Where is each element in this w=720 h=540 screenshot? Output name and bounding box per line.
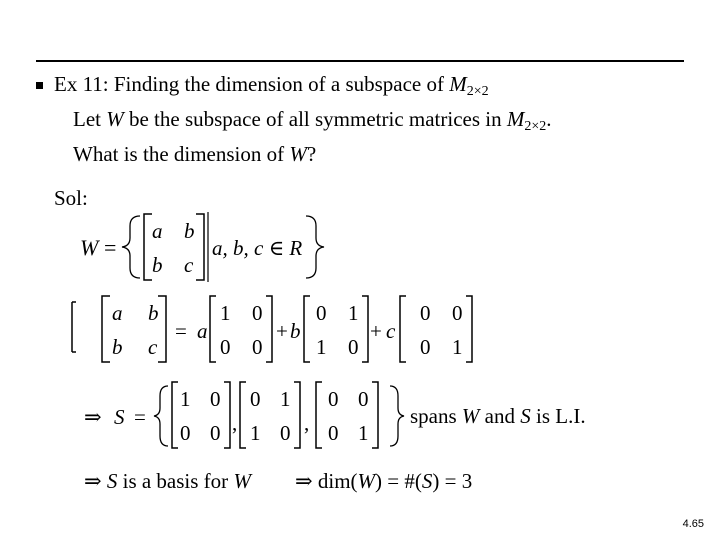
right-brace: [306, 216, 324, 278]
implies-icon: ⇒: [84, 405, 102, 429]
svg-text:0: 0: [328, 387, 339, 411]
svg-text:b: b: [152, 253, 163, 277]
coef-c: c: [386, 319, 396, 343]
svg-text:1: 1: [316, 335, 327, 359]
svg-text:b: b: [112, 335, 123, 359]
svg-text:1: 1: [358, 421, 369, 445]
problem-line-1: Let W be the subspace of all symmetric matrices in M2×2.: [73, 107, 552, 134]
svg-text:0: 0: [420, 301, 431, 325]
svg-text:0: 0: [252, 301, 263, 325]
slide-number: 4.65: [682, 518, 704, 530]
svg-text:0: 0: [280, 421, 291, 445]
svg-text:+: +: [276, 319, 288, 343]
svg-text:0: 0: [348, 335, 359, 359]
svg-text:b: b: [148, 301, 159, 325]
conclusion-dimension: ⇒ dim(W) = #(S) = 3: [295, 469, 473, 493]
svg-text:1: 1: [180, 387, 191, 411]
sol-label: Sol:: [54, 186, 88, 210]
matrix-decomposition: [60, 294, 480, 366]
bullet-square-icon: [36, 82, 43, 89]
basis-set-definition: [84, 380, 414, 452]
svg-text:c: c: [148, 335, 158, 359]
svg-text:,: ,: [232, 411, 238, 435]
left-brace: [154, 386, 168, 446]
example-heading: [54, 72, 489, 97]
svg-text:1: 1: [348, 301, 359, 325]
svg-text:=: =: [134, 405, 146, 429]
svg-text:=: =: [104, 235, 117, 260]
set-definition: [78, 208, 338, 286]
svg-text:1: 1: [250, 421, 261, 445]
svg-text:0: 0: [452, 301, 463, 325]
set-condition: a, b, c ∈ R: [212, 236, 303, 260]
svg-text:1: 1: [452, 335, 463, 359]
svg-text:a: a: [112, 301, 123, 325]
set-lhs: W: [80, 235, 99, 260]
svg-text:1: 1: [280, 387, 291, 411]
matrix-bracket-right: [196, 214, 204, 280]
svg-text:+: +: [370, 319, 382, 343]
svg-text:0: 0: [420, 335, 431, 359]
spans-statement: spans W and S is L.I.: [410, 404, 586, 428]
bracket-glyph: [72, 302, 76, 352]
conclusion-basis: ⇒ S is a basis for W: [84, 469, 251, 493]
implies-icon: ⇒: [84, 469, 102, 493]
svg-text:0: 0: [250, 387, 261, 411]
coef-a: a: [197, 319, 208, 343]
svg-text:=: =: [175, 319, 187, 343]
right-brace: [390, 386, 404, 446]
svg-text:b: b: [184, 219, 195, 243]
svg-text:0: 0: [180, 421, 191, 445]
svg-text:0: 0: [220, 335, 231, 359]
coef-b: b: [290, 319, 301, 343]
svg-text:0: 0: [210, 387, 221, 411]
problem-line-2: What is the dimension of W?: [73, 142, 317, 166]
left-brace: [122, 216, 140, 278]
svg-text:1: 1: [220, 301, 231, 325]
svg-text:a: a: [152, 219, 163, 243]
heading-space-sub: 2×2: [466, 84, 489, 99]
svg-text:0: 0: [316, 301, 327, 325]
implies-icon: ⇒: [295, 469, 313, 493]
matrix-bracket-left: [144, 214, 152, 280]
heading-space: M: [449, 72, 467, 96]
svg-text:,: ,: [304, 411, 310, 435]
set-S: S: [114, 405, 125, 429]
svg-text:0: 0: [252, 335, 263, 359]
title-rule: [36, 60, 684, 62]
svg-text:c: c: [184, 253, 194, 277]
svg-text:0: 0: [358, 387, 369, 411]
heading-text: Ex 11: Finding the dimension of a subspace of: [54, 72, 450, 96]
svg-text:0: 0: [210, 421, 221, 445]
svg-text:0: 0: [328, 421, 339, 445]
